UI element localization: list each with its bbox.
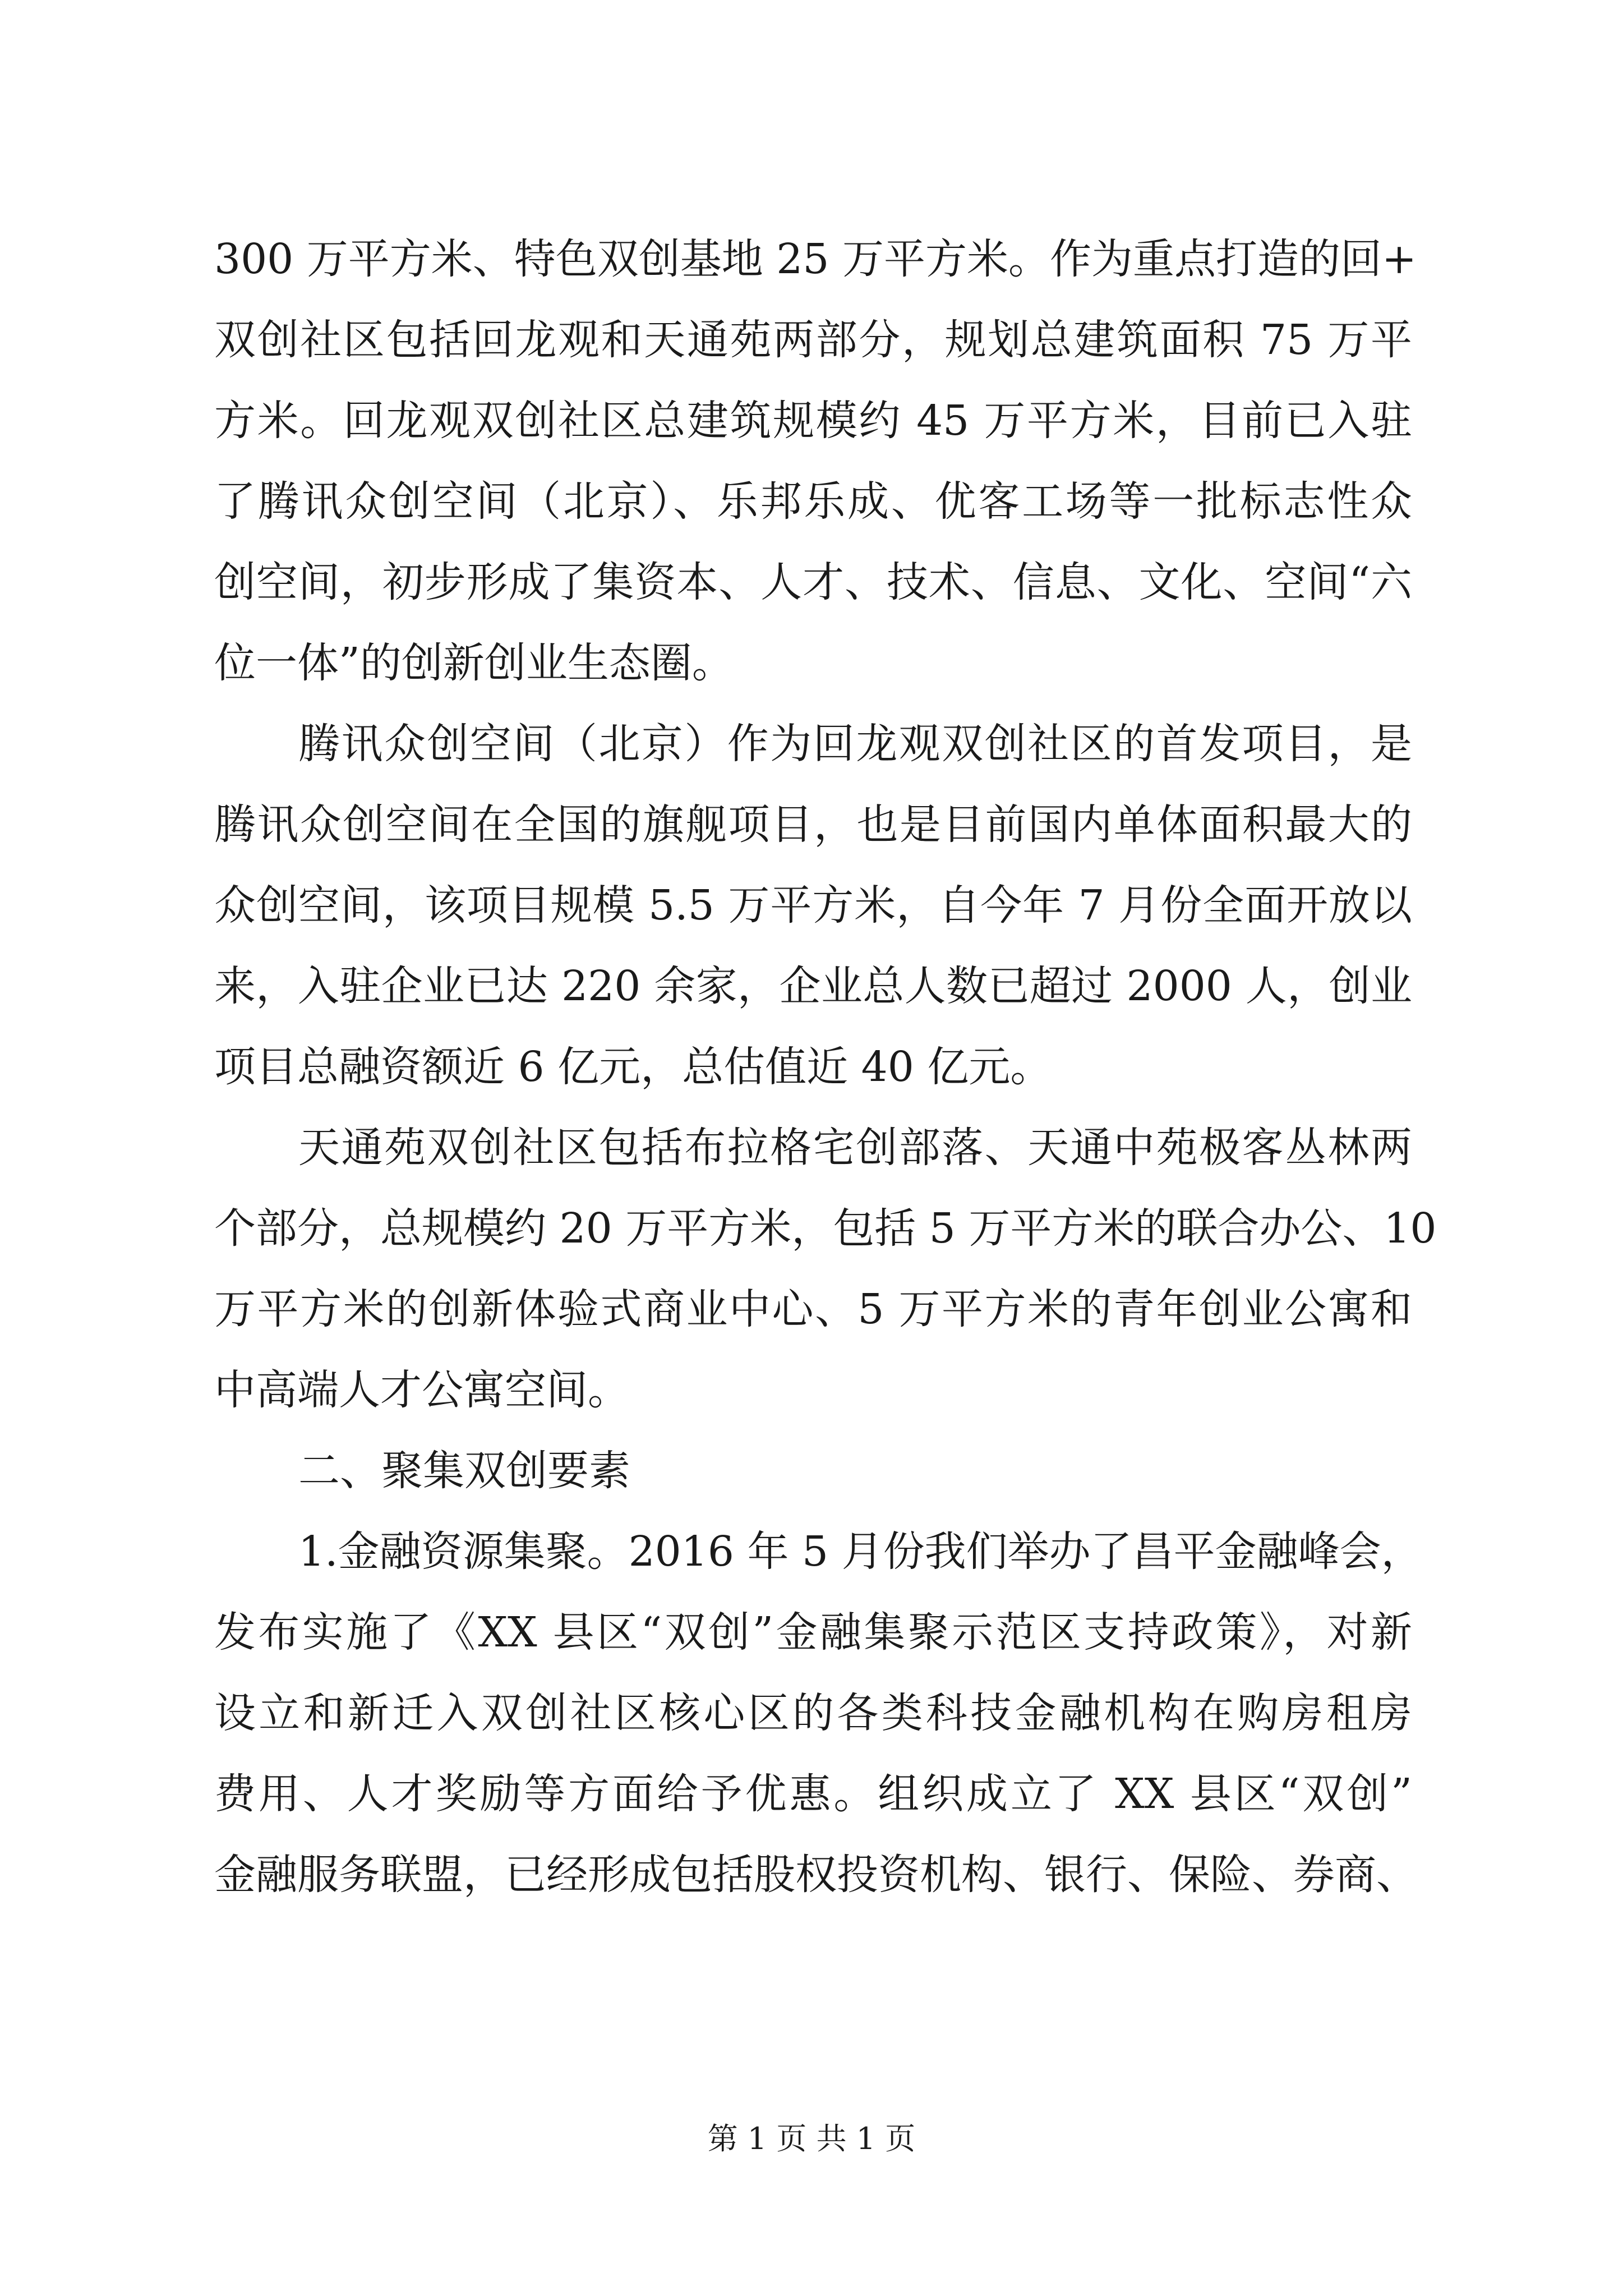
page-footer — [0, 2119, 1623, 2159]
text-line: 位一体”的创新创业生态圈。 — [214, 639, 734, 687]
text-line: 了腾讯众创空间（北京）、乐邦乐成、优客工场等一批标志性众 — [214, 477, 1412, 526]
text-line: 300 万平方米、特色双创基地 25 万平方米。作为重点打造的回+ — [214, 235, 1417, 283]
body-text — [214, 219, 1437, 1915]
text-line: 发布实施了《XX 县区“双创”金融集聚示范区支持政策》，对新 — [214, 1608, 1412, 1657]
text-line: 设立和新迁入双创社区核心区的各类科技金融机构在购房租房 — [214, 1689, 1412, 1737]
paragraph-first-line: 天通苑双创社区包括布拉格宅创部落、天通中苑极客丛林两 — [298, 1124, 1412, 1172]
text-line: 万平方米的创新体验式商业中心、5 万平方米的青年创业公寓和 — [214, 1285, 1412, 1333]
page-number-label: 第 1 页 共 1 页 — [707, 2121, 916, 2156]
text-line: 中高端人才公寓空间。 — [214, 1366, 629, 1414]
section-heading: 二、聚集双创要素 — [298, 1447, 630, 1495]
text-line: 金融服务联盟，已经形成包括股权投资机构、银行、保险、券商、 — [214, 1851, 1418, 1899]
text-line: 腾讯众创空间在全国的旗舰项目，也是目前国内单体面积最大的 — [214, 800, 1412, 849]
text-line: 来，入驻企业已达 220 余家，企业总人数已超过 2000 人，创业 — [214, 962, 1412, 1010]
text-line: 双创社区包括回龙观和天通苑两部分，规划总建筑面积 75 万平 — [214, 316, 1412, 364]
text-line: 创空间，初步形成了集资本、人才、技术、信息、文化、空间“六 — [214, 558, 1412, 606]
text-line: 个部分，总规模约 20 万平方米，包括 5 万平方米的联合办公、10 — [214, 1204, 1437, 1253]
text-line: 众创空间，该项目规模 5.5 万平方米，自今年 7 月份全面开放以 — [214, 881, 1412, 930]
text-line: 方米。回龙观双创社区总建筑规模约 45 万平方米，目前已入驻 — [214, 397, 1412, 445]
paragraph-first-line: 腾讯众创空间（北京）作为回龙观双创社区的首发项目，是 — [298, 720, 1412, 768]
text-line: 费用、人才奖励等方面给予优惠。组织成立了 XX 县区“双创” — [214, 1770, 1412, 1818]
paragraph-first-line: 1.金融资源集聚。2016 年 5 月份我们举办了昌平金融峰会， — [298, 1527, 1423, 1576]
text-line: 项目总融资额近 6 亿元，总估值近 40 亿元。 — [214, 1043, 1052, 1091]
